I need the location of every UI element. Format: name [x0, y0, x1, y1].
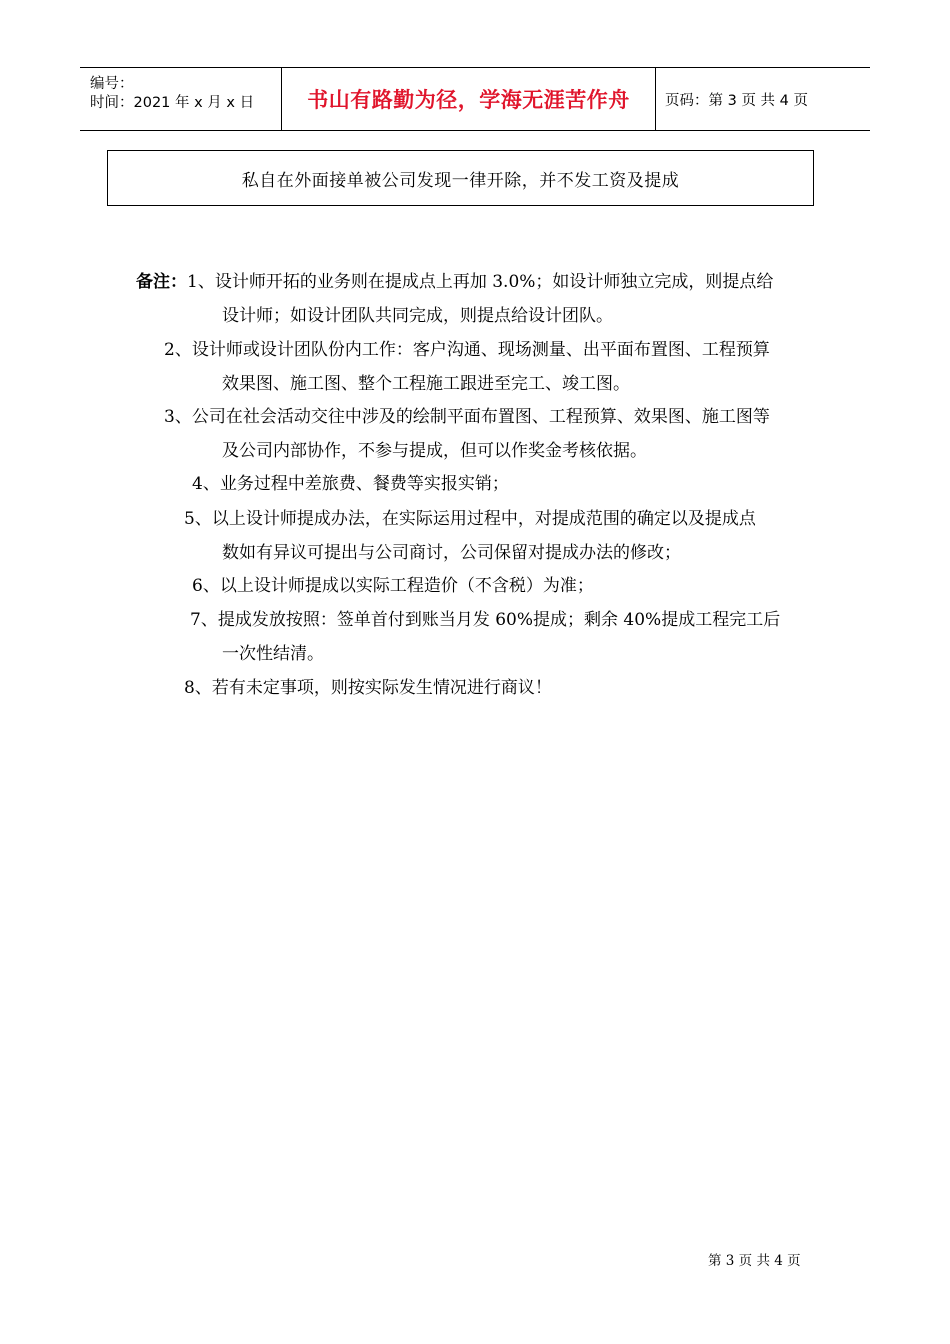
- header-motto-cell: [281, 68, 656, 130]
- header-page-cell: [655, 68, 870, 130]
- note-line: 一次性结清。: [222, 644, 324, 664]
- note-line: [136, 270, 773, 294]
- note-line: 5、以上设计师提成办法，在实际运用过程中，对提成范围的确定以及提成点: [184, 509, 756, 529]
- notice-text: 私自在外面接单被公司发现一律开除，并不发工资及提成: [241, 170, 680, 191]
- note-line: 6、以上设计师提成以实际工程造价（不含税）为准；: [192, 576, 594, 596]
- header-meta: [80, 68, 281, 130]
- page-footer: 第 3 页 共 4 页: [708, 1253, 801, 1269]
- note-line: 数如有异议可提出与公司商讨，公司保留对提成办法的修改；: [222, 543, 681, 563]
- note-line: 效果图、施工图、整个工程施工跟进至完工、竣工图。: [222, 374, 630, 394]
- notice-box: [107, 150, 814, 206]
- note-line: 7、提成发放按照：签单首付到账当月发 60%提成；剩余 40%提成工程完工后: [190, 610, 781, 630]
- note-line: 3、公司在社会活动交往中涉及的绘制平面布置图、工程预算、效果图、施工图等: [164, 407, 770, 427]
- note-text: 1、设计师开拓的业务则在提成点上再加 3.0%；如设计师独立完成，则提点给: [187, 272, 774, 292]
- note-line: 4、业务过程中差旅费、餐费等实报实销；: [192, 474, 509, 494]
- note-line: 2、设计师或设计团队份内工作：客户沟通、现场测量、出平面布置图、工程预算: [164, 340, 770, 360]
- note-line: 设计师；如设计团队共同完成，则提点给设计团队。: [222, 306, 613, 326]
- document-date: 时间：2021 年 x 月 x 日: [90, 95, 255, 111]
- page-header: [80, 67, 870, 131]
- notes-label: 备注：: [136, 272, 187, 292]
- note-line: 及公司内部协作，不参与提成，但可以作奖金考核依据。: [222, 441, 647, 461]
- header-motto: 书山有路勤为径，学海无涯苦作舟: [307, 88, 630, 112]
- document-number-label: 编号：: [90, 76, 134, 92]
- header-page-info: 页码：第 3 页 共 4 页: [665, 92, 808, 109]
- note-line: 8、若有未定事项，则按实际发生情况进行商议！: [184, 678, 552, 698]
